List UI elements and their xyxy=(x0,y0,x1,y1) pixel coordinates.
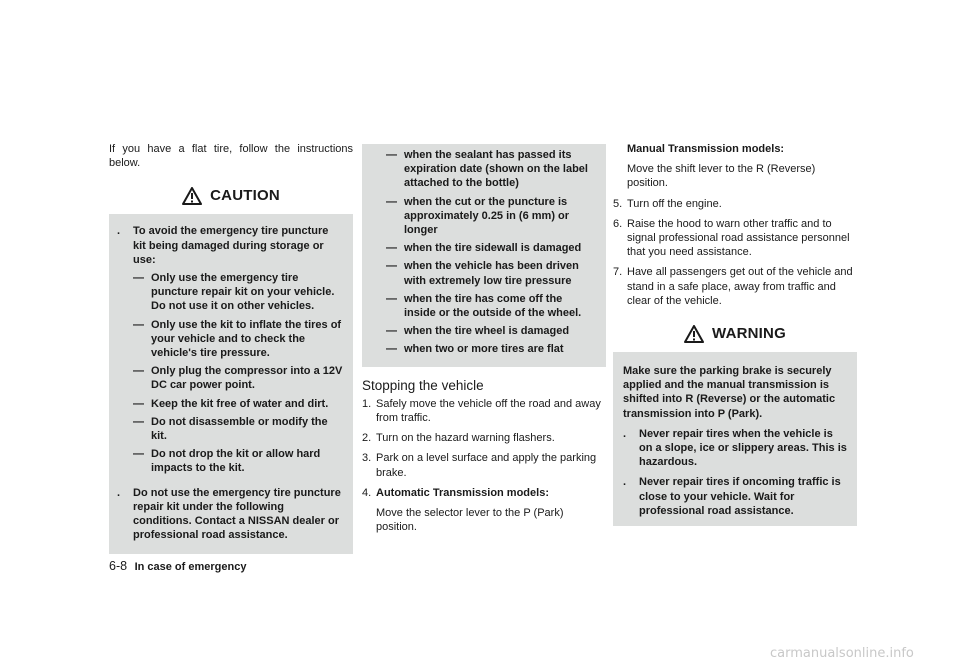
section-name: In case of emergency xyxy=(134,561,247,573)
bullet-mark: . xyxy=(117,225,121,238)
warning-triangle-icon xyxy=(684,325,704,343)
caution-title: CAUTION xyxy=(210,187,280,205)
sub-item: — when the tire wheel is damaged xyxy=(386,325,570,338)
manual-transmission-text: Move the shift lever to the R (Reverse) position. xyxy=(627,163,816,190)
page-footer xyxy=(109,559,246,573)
sub-item: — Keep the kit free of water and dirt. xyxy=(133,397,329,410)
sub-item: — when the tire sidewall is damaged xyxy=(386,242,582,255)
step-1: 1. Safely move the vehicle off the road and away from traffic. xyxy=(362,397,601,425)
sub-item: — when the vehicle has been driven with extremely low tire pressure xyxy=(386,260,579,287)
step-4: 4. Automatic Transmission models: Move the selector lever to the P (Park) position. xyxy=(362,486,606,535)
sub-item: — Only plug the compressor into a 12V DC car power point. xyxy=(133,365,343,392)
warning-title: WARNING xyxy=(712,324,786,342)
caution-header xyxy=(109,178,353,216)
warning-lead: Make sure the parking brake is securely applied and the manual transmission is shifted into R (Reverse) or the automatic transmission into P (Park). xyxy=(623,365,836,420)
step-7: 7. Have all passengers get out of the vehicle and stand in a safe place, away from traffic and clear of the vehicle. xyxy=(613,266,853,307)
sub-item: — when the sealant has passed its expiration date (shown on the label attached to the bottle) xyxy=(386,149,588,190)
sub-item: — when two or more tires are flat xyxy=(386,343,564,356)
caution-bullet-1 xyxy=(117,224,343,479)
warning-box xyxy=(613,316,857,526)
auto-transmission-text: Move the selector lever to the P (Park) position. xyxy=(376,507,564,534)
page-number: 6-8 xyxy=(109,559,128,573)
step-5: 5. Turn off the engine. xyxy=(613,197,722,210)
column-3 xyxy=(613,142,857,526)
sub-item: — Only use the kit to inflate the tires of your vehicle and to check the vehicle's tire pressure. xyxy=(133,318,342,360)
warning-bullet-1: . Never repair tires when the vehicle is on a slope, ice or slippery areas. This is hazardous. xyxy=(623,427,847,469)
sub-item: — Do not disassemble or modify the kit. xyxy=(133,415,328,443)
sub-item: — when the tire has come off the inside or the outside of the wheel. xyxy=(386,292,582,320)
step-6: 6. Raise the hood to warn other traffic and to signal professional road assistance personnel that you need assistance. xyxy=(613,217,850,259)
caution-box xyxy=(109,178,353,554)
warning-header xyxy=(613,316,857,354)
section-title-stopping: Stopping the vehicle xyxy=(362,377,484,393)
sub-item: — Do not drop the kit or allow hard impacts to the kit. xyxy=(133,448,321,475)
caution-bullet-2-subs xyxy=(370,144,596,357)
warning-triangle-icon xyxy=(182,187,202,205)
column-1 xyxy=(109,142,353,554)
sub-item: — Only use the emergency tire puncture repair kit on your vehicle. Do not use it on other vehicles. xyxy=(133,272,335,313)
caution-bullet-1-subs xyxy=(133,271,343,476)
caution-bullet-2-text: Do not use the emergency tire puncture repair kit under the following conditions. Contact a NISSAN dealer or professional road assistance. xyxy=(133,486,341,542)
column-2 xyxy=(362,142,606,540)
intro-text: If you have a flat tire, follow the instructions below. xyxy=(109,143,353,170)
caution-bullet-1-text: To avoid the emergency tire puncture kit being damaged during storage or use: xyxy=(133,225,329,266)
manual-transmission-block xyxy=(613,142,857,191)
caution-box-continued xyxy=(362,144,606,367)
caution-bullet-2 xyxy=(117,486,343,543)
step-3: 3. Park on a level surface and apply the parking brake. xyxy=(362,452,597,479)
auto-transmission-title: Automatic Transmission models: xyxy=(376,486,549,499)
step-2: 2. Turn on the hazard warning flashers. xyxy=(362,432,555,445)
manual-transmission-title: Manual Transmission models: xyxy=(627,143,785,155)
bullet-mark: . xyxy=(117,486,121,499)
watermark: carmanualsonline.info xyxy=(770,646,914,661)
warning-bullet-2: . Never repair tires if oncoming traffic is close to your vehicle. Wait for professional road assistance. xyxy=(623,476,841,517)
sub-item: — when the cut or the puncture is approximately 0.25 in (6 mm) or longer xyxy=(386,195,570,237)
